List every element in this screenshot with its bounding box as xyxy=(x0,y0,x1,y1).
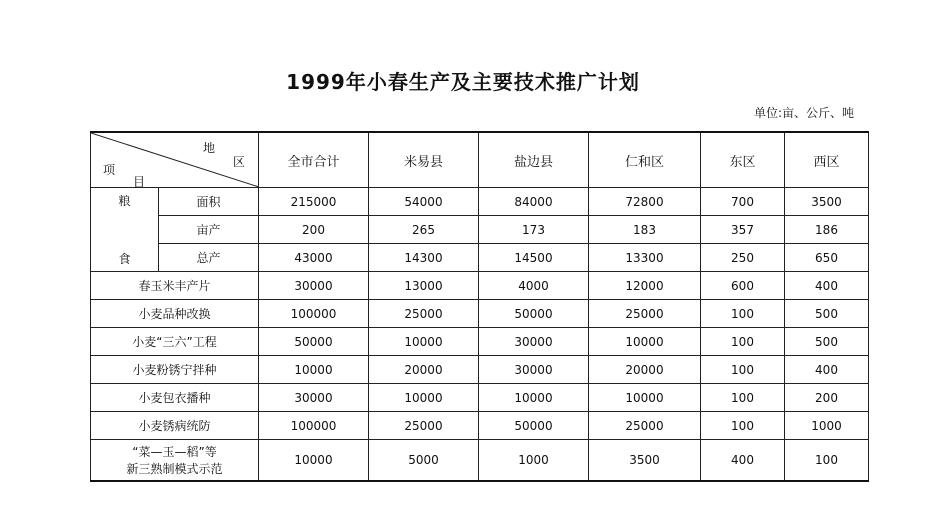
cell: 400 xyxy=(701,440,785,482)
cell: 265 xyxy=(369,216,479,244)
table-row xyxy=(91,384,869,412)
corner-xiang: 项 xyxy=(103,163,116,177)
cell: 100000 xyxy=(259,412,369,440)
cell: 600 xyxy=(701,272,785,300)
table-row xyxy=(91,216,869,244)
table-row xyxy=(91,272,869,300)
header-row xyxy=(91,132,869,188)
row-label-line: “菜—玉—稻”等 xyxy=(132,445,217,459)
cell: 186 xyxy=(785,216,869,244)
table-row xyxy=(91,300,869,328)
cell: 1000 xyxy=(479,440,589,482)
unit-note: 单位:亩、公斤、吨 xyxy=(753,106,854,120)
col-header: 东区 xyxy=(701,132,785,188)
grain-label-bottom: 食 xyxy=(118,252,131,266)
cell: 12000 xyxy=(589,272,701,300)
cell: 183 xyxy=(589,216,701,244)
cell: 173 xyxy=(479,216,589,244)
cell: 650 xyxy=(785,244,869,272)
cell: 215000 xyxy=(259,188,369,216)
row-label xyxy=(91,440,259,482)
table-row xyxy=(91,440,869,482)
row-label: 小麦品种改换 xyxy=(91,300,259,328)
cell: 10000 xyxy=(589,328,701,356)
cell: 50000 xyxy=(259,328,369,356)
cell: 500 xyxy=(785,300,869,328)
table-row xyxy=(91,244,869,272)
row-label: 小麦包衣播种 xyxy=(91,384,259,412)
grain-label-top: 粮 xyxy=(118,194,131,208)
cell: 50000 xyxy=(479,300,589,328)
cell: 20000 xyxy=(589,356,701,384)
cell: 700 xyxy=(701,188,785,216)
cell: 100 xyxy=(701,328,785,356)
cell: 3500 xyxy=(589,440,701,482)
cell: 25000 xyxy=(369,412,479,440)
cell: 10000 xyxy=(369,328,479,356)
plan-table xyxy=(90,131,869,482)
cell: 4000 xyxy=(479,272,589,300)
grain-group-label xyxy=(91,188,159,272)
corner-header-cell xyxy=(91,132,259,188)
row-label: 小麦粉锈宁拌种 xyxy=(91,356,259,384)
cell: 100 xyxy=(701,384,785,412)
cell: 250 xyxy=(701,244,785,272)
corner-di: 地 xyxy=(203,141,216,155)
cell: 10000 xyxy=(259,356,369,384)
cell: 3500 xyxy=(785,188,869,216)
cell: 10000 xyxy=(369,384,479,412)
col-header: 西区 xyxy=(785,132,869,188)
row-label: 小麦“三六”工程 xyxy=(91,328,259,356)
row-label-line: 新三熟制模式示范 xyxy=(126,462,223,476)
table-row xyxy=(91,188,869,216)
page-title: 1999年小春生产及主要技术推广计划 xyxy=(286,70,640,94)
table-row xyxy=(91,356,869,384)
col-header: 米易县 xyxy=(369,132,479,188)
cell: 54000 xyxy=(369,188,479,216)
cell: 30000 xyxy=(479,356,589,384)
cell: 30000 xyxy=(259,272,369,300)
cell: 400 xyxy=(785,356,869,384)
cell: 13000 xyxy=(369,272,479,300)
cell: 100 xyxy=(701,412,785,440)
cell: 14300 xyxy=(369,244,479,272)
cell: 5000 xyxy=(369,440,479,482)
cell: 25000 xyxy=(589,300,701,328)
cell: 100000 xyxy=(259,300,369,328)
cell: 30000 xyxy=(479,328,589,356)
row-label: 亩产 xyxy=(159,216,259,244)
cell: 25000 xyxy=(589,412,701,440)
table-row xyxy=(91,412,869,440)
cell: 10000 xyxy=(259,440,369,482)
cell: 10000 xyxy=(479,384,589,412)
cell: 100 xyxy=(785,440,869,482)
corner-mu: 目 xyxy=(133,175,146,188)
row-label: 面积 xyxy=(159,188,259,216)
cell: 500 xyxy=(785,328,869,356)
row-label: 总产 xyxy=(159,244,259,272)
cell: 84000 xyxy=(479,188,589,216)
cell: 20000 xyxy=(369,356,479,384)
table-row xyxy=(91,328,869,356)
cell: 13300 xyxy=(589,244,701,272)
col-header: 全市合计 xyxy=(259,132,369,188)
col-header: 仁和区 xyxy=(589,132,701,188)
corner-qu: 区 xyxy=(233,155,246,169)
cell: 200 xyxy=(259,216,369,244)
cell: 357 xyxy=(701,216,785,244)
cell: 14500 xyxy=(479,244,589,272)
cell: 100 xyxy=(701,356,785,384)
cell: 25000 xyxy=(369,300,479,328)
row-label: 小麦锈病统防 xyxy=(91,412,259,440)
cell: 100 xyxy=(701,300,785,328)
cell: 30000 xyxy=(259,384,369,412)
cell: 43000 xyxy=(259,244,369,272)
cell: 50000 xyxy=(479,412,589,440)
cell: 72800 xyxy=(589,188,701,216)
row-label: 春玉米丰产片 xyxy=(91,272,259,300)
col-header: 盐边县 xyxy=(479,132,589,188)
cell: 400 xyxy=(785,272,869,300)
cell: 10000 xyxy=(589,384,701,412)
cell: 1000 xyxy=(785,412,869,440)
cell: 200 xyxy=(785,384,869,412)
